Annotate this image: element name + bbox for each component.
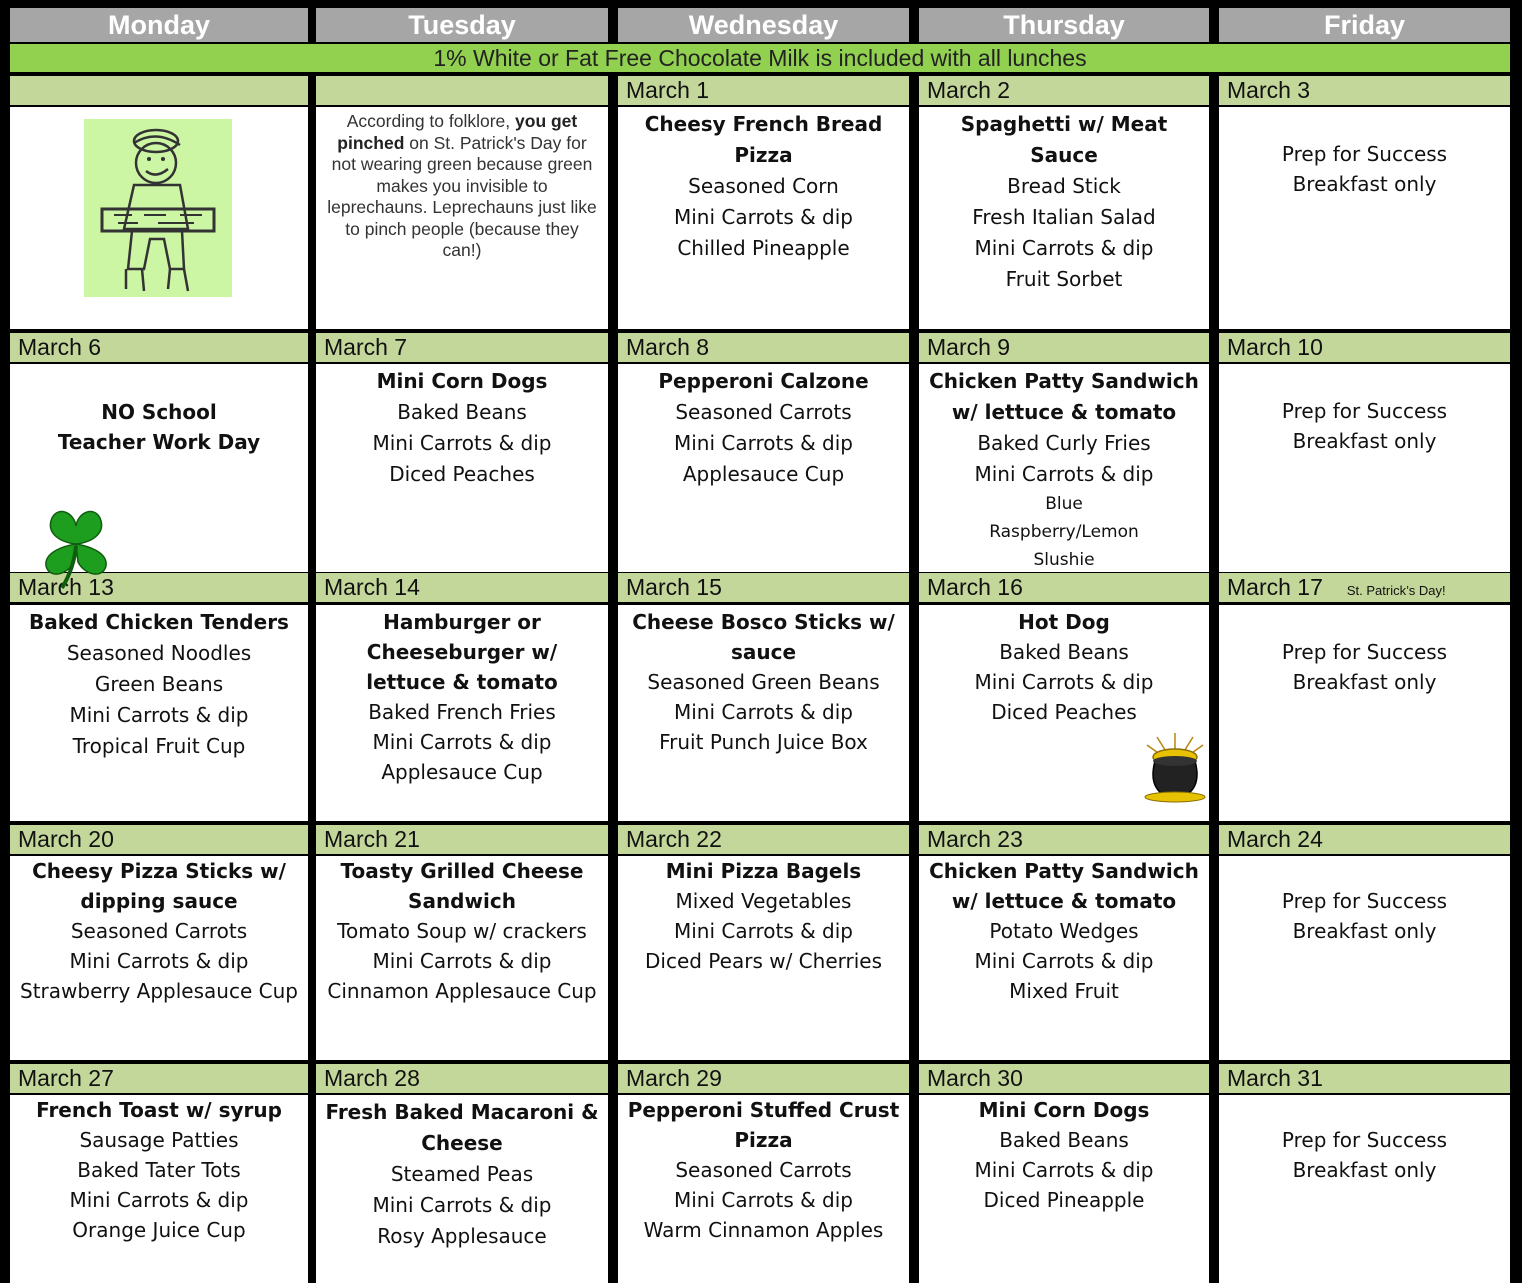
date-bar: March 29: [618, 1064, 909, 1093]
shamrock-icon: [38, 502, 114, 590]
menu-side: Potato Wedges: [989, 919, 1139, 943]
menu-side: Orange Juice Cup: [72, 1218, 246, 1242]
menu-cell: [919, 364, 1209, 572]
menu-side: Seasoned Carrots: [70, 919, 248, 943]
menu-side: Mini Carrots & dip: [372, 949, 552, 973]
menu-main: Baked Chicken Tenders: [29, 610, 289, 634]
date-bar: March 30: [919, 1064, 1209, 1093]
menu-main: Spaghetti w/ Meat Sauce: [960, 112, 1168, 167]
menu-line: NO School: [101, 400, 217, 424]
menu-line: Breakfast only: [1292, 172, 1437, 196]
menu-side: Seasoned Corn: [688, 174, 839, 198]
menu-main: Pepperoni Calzone: [658, 369, 869, 393]
date-bar: March 10: [1219, 333, 1510, 362]
menu-side: Seasoned Carrots: [675, 400, 852, 424]
menu-cell: [10, 107, 308, 329]
menu-line: Breakfast only: [1292, 919, 1437, 943]
menu-side: Bread Stick: [1007, 174, 1121, 198]
menu-cell: [618, 364, 909, 572]
menu-cell: [1219, 856, 1510, 1060]
menu-side: Baked Beans: [999, 1128, 1129, 1152]
menu-side: Diced Peaches: [389, 462, 535, 486]
menu-cell: [10, 1095, 308, 1283]
date-bar: March 24: [1219, 825, 1510, 854]
menu-side: Seasoned Green Beans: [647, 670, 880, 694]
menu-side: Mixed Vegetables: [675, 889, 852, 913]
menu-line: Prep for Success: [1281, 142, 1448, 166]
day-header-friday: Friday: [1219, 8, 1510, 42]
menu-side: Mini Carrots & dip: [974, 236, 1154, 260]
menu-cell: [1219, 1095, 1510, 1283]
menu-side: Steamed Peas: [390, 1162, 534, 1186]
menu-cell: [618, 856, 909, 1060]
menu-line: Breakfast only: [1292, 1158, 1437, 1182]
menu-cell: [919, 1095, 1209, 1283]
menu-side: Mini Carrots & dip: [69, 1188, 249, 1212]
holiday-note: St. Patrick’s Day!: [1346, 583, 1446, 598]
date-bar-holiday: [1219, 573, 1510, 602]
menu-line: Teacher Work Day: [57, 430, 261, 454]
menu-cell: [618, 1095, 909, 1283]
menu-side: Mini Carrots & dip: [673, 919, 854, 943]
menu-side: Mini Carrots & dip: [673, 431, 854, 455]
date-bar: March 13: [10, 573, 308, 602]
menu-side: Baked Tater Tots: [77, 1158, 241, 1182]
menu-main: Chicken Patty Sandwich w/ lettuce & tomato: [929, 369, 1199, 424]
menu-side: Cinnamon Applesauce Cup: [327, 979, 597, 1003]
menu-cell: [1219, 107, 1510, 329]
menu-main: Mini Corn Dogs: [978, 1098, 1150, 1122]
menu-side: Blue Raspberry/Lemon Slushie: [989, 494, 1139, 570]
menu-side: Fruit Sorbet: [1005, 267, 1123, 291]
date-bar: March 22: [618, 825, 909, 854]
menu-side: Mixed Fruit: [1009, 979, 1119, 1003]
menu-main: Cheesy French Bread Pizza: [644, 112, 883, 167]
date-bar: March 28: [316, 1064, 608, 1093]
menu-side: Seasoned Carrots: [675, 1158, 852, 1182]
date-bar: March 15: [618, 573, 909, 602]
menu-side: Sausage Patties: [79, 1128, 239, 1152]
menu-cell: [316, 605, 608, 821]
menu-side: Mini Carrots & dip: [974, 462, 1154, 486]
menu-cell: [316, 1095, 608, 1283]
menu-side: Tomato Soup w/ crackers: [337, 919, 587, 943]
date-bar: March 3: [1219, 76, 1510, 105]
menu-side: Mini Carrots & dip: [673, 205, 854, 229]
menu-side: Applesauce Cup: [381, 760, 543, 784]
menu-cell: [919, 107, 1209, 329]
date-bar: March 8: [618, 333, 909, 362]
menu-cell: [919, 856, 1209, 1060]
menu-cell: [316, 856, 608, 1060]
menu-cell: [1219, 364, 1510, 572]
menu-side: Rosy Applesauce: [377, 1224, 547, 1248]
menu-side: Fruit Punch Juice Box: [659, 730, 868, 754]
menu-side: Mini Carrots & dip: [974, 670, 1154, 694]
menu-side: Warm Cinnamon Apples: [643, 1218, 884, 1242]
date-bar: March 14: [316, 573, 608, 602]
menu-side: Baked Beans: [397, 400, 527, 424]
menu-cell: [10, 605, 308, 821]
date-bar: March 27: [10, 1064, 308, 1093]
day-header-thursday: Thursday: [919, 8, 1209, 42]
menu-cell: [316, 364, 608, 572]
menu-main: Hot Dog: [1018, 610, 1110, 634]
menu-main: Chicken Patty Sandwich w/ lettuce & tomato: [929, 859, 1199, 913]
menu-side: Mini Carrots & dip: [372, 431, 552, 455]
menu-side: Fresh Italian Salad: [972, 205, 1156, 229]
menu-side: Baked French Fries: [368, 700, 556, 724]
menu-side: Mini Carrots & dip: [974, 1158, 1154, 1182]
menu-side: Tropical Fruit Cup: [72, 734, 246, 758]
menu-side: Diced Pineapple: [983, 1188, 1145, 1212]
menu-side: Mini Carrots & dip: [69, 703, 249, 727]
menu-line: Prep for Success: [1281, 399, 1448, 423]
date-bar: March 7: [316, 333, 608, 362]
date-bar: March 21: [316, 825, 608, 854]
menu-main: Cheesy Pizza Sticks w/ dipping sauce: [32, 859, 286, 913]
menu-side: Mini Carrots & dip: [673, 1188, 854, 1212]
menu-cell: [1219, 605, 1510, 821]
menu-main: Toasty Grilled Cheese Sandwich: [340, 859, 584, 913]
menu-main: Mini Pizza Bagels: [665, 859, 862, 883]
date-bar: March 23: [919, 825, 1209, 854]
date-bar: March 1: [618, 76, 909, 105]
date-bar-empty: [10, 76, 308, 105]
date-bar: March 31: [1219, 1064, 1510, 1093]
menu-side: Strawberry Applesauce Cup: [20, 979, 298, 1003]
menu-cell: [618, 107, 909, 329]
date-bar: March 16: [919, 573, 1209, 602]
menu-main: Cheese Bosco Sticks w/ sauce: [632, 610, 895, 664]
menu-cell: [316, 107, 608, 329]
lunch-boy-image: [84, 119, 232, 297]
menu-side: Green Beans: [94, 672, 224, 696]
menu-main: Fresh Baked Macaroni & Cheese: [325, 1100, 599, 1155]
date-label: March 17: [1227, 574, 1323, 600]
menu-line: Prep for Success: [1281, 1128, 1448, 1152]
menu-side: Diced Peaches: [991, 700, 1137, 724]
menu-side: Baked Beans: [999, 640, 1129, 664]
menu-side: Mini Carrots & dip: [673, 700, 854, 724]
menu-side: Mini Carrots & dip: [372, 730, 552, 754]
pot-of-gold-icon: [1143, 731, 1207, 803]
menu-main: French Toast w/ syrup: [36, 1098, 282, 1122]
menu-line: Breakfast only: [1292, 670, 1437, 694]
date-bar: March 6: [10, 333, 308, 362]
menu-side: Chilled Pineapple: [677, 236, 850, 260]
menu-side: Mini Carrots & dip: [372, 1193, 552, 1217]
menu-side: Applesauce Cup: [682, 462, 845, 486]
menu-main: Pepperoni Stuffed Crust Pizza: [627, 1098, 900, 1152]
menu-side: Baked Curly Fries: [977, 431, 1151, 455]
menu-line: Prep for Success: [1281, 640, 1448, 664]
menu-main: Hamburger or Cheeseburger w/ lettuce & tomato: [366, 610, 558, 694]
menu-cell: [618, 605, 909, 821]
day-header-tuesday: Tuesday: [316, 8, 608, 42]
menu-side: Diced Pears w/ Cherries: [645, 949, 882, 973]
menu-main: Mini Corn Dogs: [376, 369, 548, 393]
milk-banner: 1% White or Fat Free Chocolate Milk is included with all lunches: [10, 44, 1510, 72]
date-bar: March 20: [10, 825, 308, 854]
menu-cell: [10, 856, 308, 1060]
menu-side: Mini Carrots & dip: [974, 949, 1154, 973]
date-bar: March 9: [919, 333, 1209, 362]
menu-line: Breakfast only: [1292, 429, 1437, 453]
day-header-wednesday: Wednesday: [618, 8, 909, 42]
date-bar: March 2: [919, 76, 1209, 105]
menu-cell: [919, 605, 1209, 821]
menu-line: Prep for Success: [1281, 889, 1448, 913]
day-header-monday: Monday: [10, 8, 308, 42]
folklore-text: According to folklore, you get pinched on St. Patrick's Day for not wearing green because green makes you invisible to leprechauns. Leprechauns just like to pinch people (because they can!): [327, 111, 597, 260]
menu-side: Mini Carrots & dip: [69, 949, 249, 973]
date-bar-empty: [316, 76, 608, 105]
menu-side: Seasoned Noodles: [66, 641, 252, 665]
